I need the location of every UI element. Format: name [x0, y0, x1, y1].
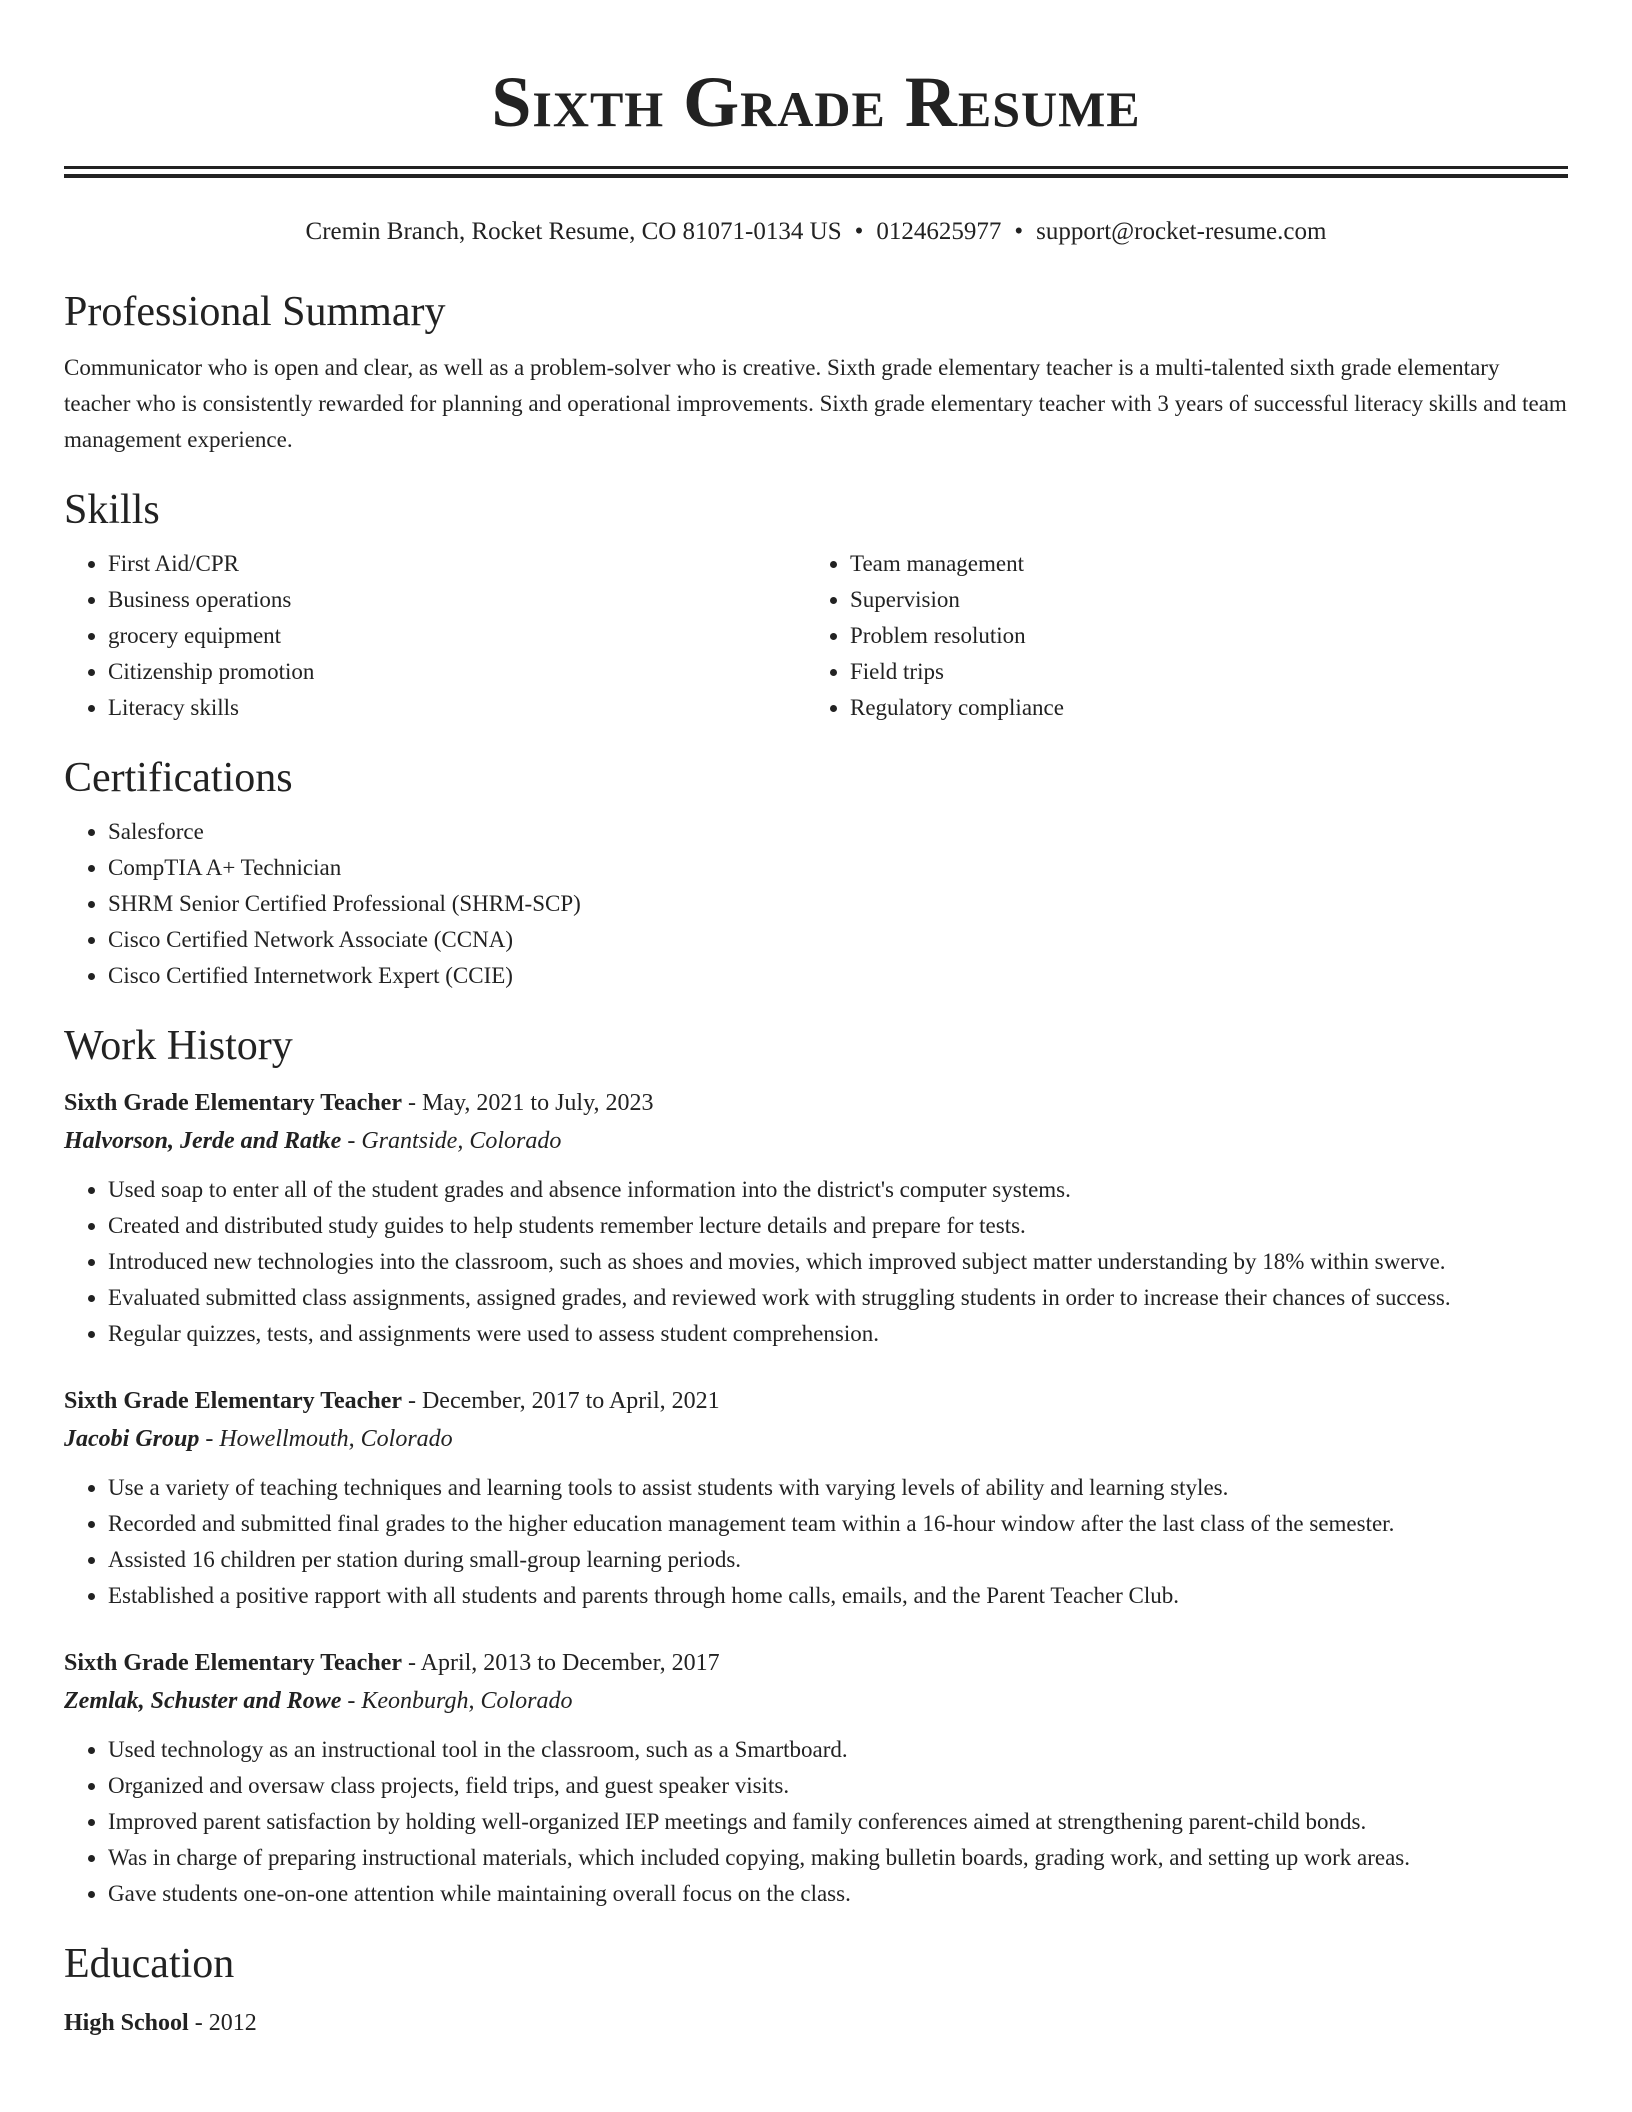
certification-item: • Cisco Certified Internetwork Expert (CCIE): [108, 958, 1568, 994]
certification-item: • Salesforce: [108, 814, 1568, 850]
section-heading-certifications: Certifications: [64, 755, 293, 801]
job-title: Sixth Grade Elementary Teacher: [64, 1650, 402, 1676]
skill-item: • Supervision: [850, 582, 1548, 618]
skill-item: • Citizenship promotion: [108, 654, 806, 690]
summary-section: [64, 286, 1568, 458]
contact-line: [64, 216, 1568, 248]
job-location: - Keonburgh, Colorado: [341, 1688, 573, 1714]
education-section: [64, 1938, 1568, 2042]
contact-email: support@rocket-resume.com: [1036, 218, 1327, 245]
job-title-line: [64, 1382, 1568, 1420]
skill-item: • Field trips: [850, 654, 1548, 690]
job-company-line: [64, 1682, 1568, 1720]
job-dates: - May, 2021 to July, 2023: [401, 1090, 654, 1116]
section-heading-education: Education: [64, 1941, 235, 1987]
certification-item: • CompTIA A+ Technician: [108, 850, 1568, 886]
certification-item: • Cisco Certified Network Associate (CCNA): [108, 922, 1568, 958]
summary-text: Communicator who is open and clear, as well as a problem-solver who is creative. Sixth grade elementary teacher is a multi-talented sixth grade elementary teacher who is consistently rewarded for planning and operational improvements. Sixth grade elementary teacher with 3 years of successful literacy skills and team management experience.: [64, 355, 1567, 452]
resume-page: [64, 0, 1568, 2042]
section-heading-summary: Professional Summary: [64, 289, 446, 335]
education-entry: [64, 2004, 1568, 2042]
job-dates: - April, 2013 to December, 2017: [401, 1650, 720, 1676]
contact-separator: •: [1014, 218, 1024, 245]
job-duty: • Used soap to enter all of the student grades and absence information into the district's computer systems.: [108, 1172, 1568, 1208]
certifications-section: [64, 752, 1568, 994]
certification-item: • SHRM Senior Certified Professional (SHRM-SCP): [108, 886, 1568, 922]
section-heading-work-history: Work History: [64, 1023, 293, 1069]
certifications-list: [64, 814, 1568, 994]
job-dates: - December, 2017 to April, 2021: [401, 1388, 720, 1414]
skill-item: • First Aid/CPR: [108, 546, 806, 582]
skills-list-right: [806, 546, 1548, 726]
job-duty: • Established a positive rapport with all students and parents through home calls, emails, and the Parent Teacher Club.: [108, 1578, 1568, 1614]
job-company: Zemlak, Schuster and Rowe: [64, 1688, 342, 1714]
section-heading-skills: Skills: [64, 487, 160, 533]
job-duty: • Was in charge of preparing instructional materials, which included copying, making bulletin boards, grading work, and setting up work areas.: [108, 1840, 1568, 1876]
skills-list-left: [64, 546, 806, 726]
job-duty: • Gave students one-on-one attention while maintaining overall focus on the class.: [108, 1876, 1568, 1912]
job-entry: [64, 1084, 1568, 1352]
job-title: Sixth Grade Elementary Teacher: [64, 1388, 402, 1414]
work-history-section: [64, 1020, 1568, 1912]
job-duty: • Organized and oversaw class projects, field trips, and guest speaker visits.: [108, 1768, 1568, 1804]
job-entry: [64, 1382, 1568, 1614]
job-company-line: [64, 1420, 1568, 1458]
title-divider: [64, 166, 1568, 178]
job-duty: • Evaluated submitted class assignments, assigned grades, and reviewed work with struggling students in order to increase their chances of success.: [108, 1280, 1568, 1316]
skill-item: • Problem resolution: [850, 618, 1548, 654]
job-entry: [64, 1644, 1568, 1912]
contact-phone: 0124625977: [876, 218, 1002, 245]
job-company-line: [64, 1122, 1568, 1160]
contact-separator: •: [854, 218, 864, 245]
resume-title: Sixth Grade Resume: [491, 62, 1141, 142]
job-duty: • Improved parent satisfaction by holding well-organized IEP meetings and family conferences aimed at strengthening parent-child bonds.: [108, 1804, 1568, 1840]
skill-item: • Team management: [850, 546, 1548, 582]
skill-item: • Business operations: [108, 582, 806, 618]
job-duty: • Regular quizzes, tests, and assignments were used to assess student comprehension.: [108, 1316, 1568, 1352]
job-duty: • Created and distributed study guides to help students remember lecture details and prepare for tests.: [108, 1208, 1568, 1244]
job-location: - Grantside, Colorado: [341, 1128, 562, 1154]
skill-item: • Regulatory compliance: [850, 690, 1548, 726]
job-company: Jacobi Group: [64, 1426, 200, 1452]
job-duty: • Assisted 16 children per station during small-group learning periods.: [108, 1542, 1568, 1578]
skill-item: • grocery equipment: [108, 618, 806, 654]
skills-grid: [64, 546, 1568, 726]
job-duties-list: [64, 1172, 1568, 1352]
skill-item: • Literacy skills: [108, 690, 806, 726]
job-location: - Howellmouth, Colorado: [199, 1426, 453, 1452]
education-degree: High School: [64, 2010, 189, 2036]
skills-column-right: [806, 546, 1548, 726]
job-company: Halvorson, Jerde and Ratke: [64, 1128, 342, 1154]
job-duties-list: [64, 1470, 1568, 1614]
education-year: - 2012: [188, 2010, 257, 2036]
job-title: Sixth Grade Elementary Teacher: [64, 1090, 402, 1116]
contact-address: Cremin Branch, Rocket Resume, CO 81071-0134 US: [305, 218, 842, 245]
skills-section: [64, 484, 1568, 726]
job-title-line: [64, 1084, 1568, 1122]
job-duties-list: [64, 1732, 1568, 1912]
job-duty: • Use a variety of teaching techniques and learning tools to assist students with varying levels of ability and learning styles.: [108, 1470, 1568, 1506]
skills-column-left: [64, 546, 806, 726]
job-duty: • Recorded and submitted final grades to the higher education management team within a 16-hour window after the last class of the semester.: [108, 1506, 1568, 1542]
job-title-line: [64, 1644, 1568, 1682]
job-duty: • Used technology as an instructional tool in the classroom, such as a Smartboard.: [108, 1732, 1568, 1768]
job-duty: • Introduced new technologies into the classroom, such as shoes and movies, which improved subject matter understanding by 18% within swerve.: [108, 1244, 1568, 1280]
